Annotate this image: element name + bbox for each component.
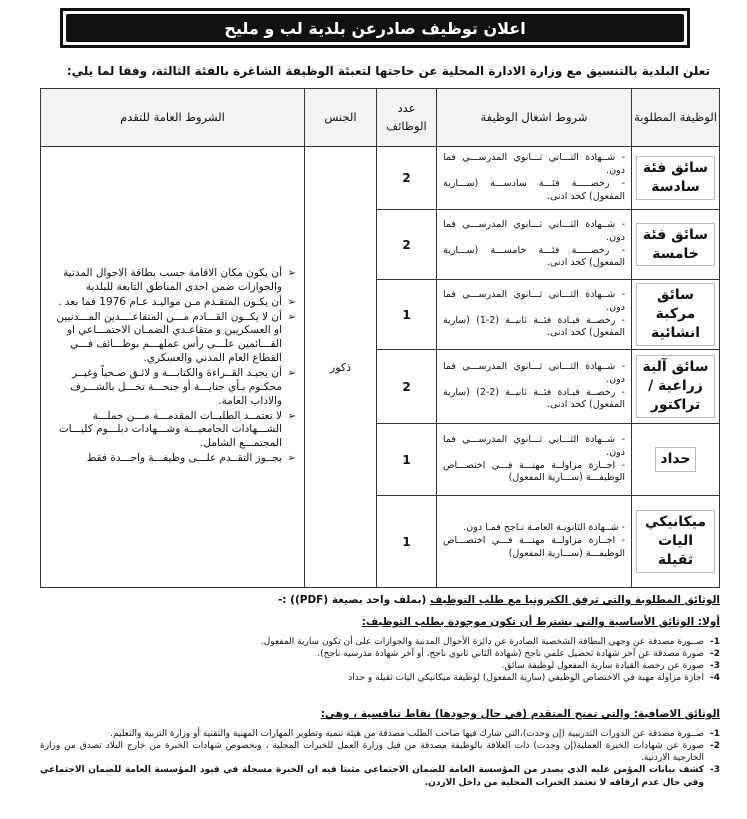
job-title-cell — [632, 210, 720, 280]
list-item: 1- صــورة مصدقة عن الدورات التدريبية (إن وجدت)،التي شارك فيها صاحب الطلب مصدقة من هيئة تنمية وتطوير المهارات المهنية والتقنية أو وزارة التربية والتعليم. — [110, 729, 720, 739]
general-condition-item: ➢ أن يجيـد القــراءة والكتابـــة و لائـق صـحياً وغيــر محكـوم بـأي جنايـــة أو جنحـــة تخـــل بالشـــرف والاداب العامة. — [69, 367, 296, 407]
general-condition-item: ➢ أن يكون مكان الاقامة حسب بطاقة الاحوال المدنية والجوازات ضمن احدى المناطق التابعة للبلدية — [63, 266, 296, 293]
header-conditions: شروط اشغال الوظيفة — [437, 89, 632, 147]
condition-line: - رخصــة قيـادة فئــة ثانيــة (2-1) (سارية المفعول) كحد ادنى. — [443, 314, 625, 339]
job-conditions — [437, 210, 632, 280]
job-conditions — [437, 496, 632, 588]
general-conditions — [41, 147, 305, 588]
condition-line: - شــهادة الثـــاني ثـــانوي المدرســـي فما دون. — [443, 360, 625, 385]
job-count: 2 — [377, 147, 437, 210]
arrow-bullet-icon: ➢ — [287, 296, 296, 308]
job-title-cell — [632, 280, 720, 350]
list-item: 2- صورة مصدقة عن آخر شهادة تحصيل علمي ناجح (شهادة الثاني ثانوي ناجح، أو آخر شهادة مدرسية ناجح). — [317, 649, 720, 660]
jobs-table — [40, 88, 720, 588]
docs-heading-format: (بملف واحد بصيغة (PDF)) :- — [277, 594, 427, 606]
condition-line: - رخصــة قيـادة فئــة ثانيــة (2-2) (سارية المفعول) كحد ادنى. — [443, 386, 625, 411]
header-count: عدد الوظائف — [377, 89, 437, 147]
arrow-bullet-icon: ➢ — [287, 311, 296, 323]
table-row — [41, 147, 720, 210]
job-title-cell — [632, 350, 720, 424]
general-condition-item: ➢ أن يكـون المتقـدم مـن مواليـد عـام 1976 فما بعد . — [58, 295, 296, 308]
job-title: سائق فئة خامسة — [636, 223, 715, 267]
list-item: 3- صورة عن رخصة القيادة سارية المفعول لوظيفة سائق. — [501, 661, 720, 672]
announcement-title: اعلان توظيف صادرعن بلدية لب و مليح — [66, 14, 684, 42]
job-title-cell — [632, 424, 720, 496]
job-count: 1 — [377, 496, 437, 588]
condition-line: - اجــازة مزاولــة مهنـــة فـــي اختصـــاص الوظيفـــة (ســـارية المفعول) — [443, 535, 625, 559]
job-title: سائق فئة سادسة — [636, 156, 715, 200]
job-title: حداد — [655, 447, 695, 472]
list-item: 3- كشف بيانات المؤمن عليه الذي يصدر من المؤسسة العامة للضمان الاجتماعي مثبتا فيه ان الخبرة مسجلة في قيود المؤسسة العامة للضمان الاجتماعي وفي حال عدم ارفاقه لا تعتمد الخبرات المحلية من داخل الاردن. — [40, 765, 720, 788]
job-title-cell — [632, 496, 720, 588]
section1-heading: أولا: الوثائق الأساسية والتي يشترط أن تكون موجودة بطلب التوظيف: — [361, 616, 720, 628]
condition-line: - شــهادة الثـــاني ثـــانوي المدرســـي فما دون. — [443, 152, 625, 177]
job-conditions — [437, 147, 632, 210]
job-count: 2 — [377, 350, 437, 424]
gender-cell: ذكور — [305, 147, 377, 588]
arrow-bullet-icon: ➢ — [287, 267, 296, 279]
job-conditions — [437, 350, 632, 424]
condition-line: - شــهادة الثـــاني ثـــانوي المدرســـي فما دون. — [443, 288, 625, 313]
list-item: 2- صورة عن شهادات الخبرة العملية(إن وجدت) ذات العلاقة بالوظيفة مصدقة من قبل وزارة العمل للخبرات المحلية ، وبخصوص شهادات الخبرة من خارج البلاد تصدق من وزارة الخارجية الاردنية. — [40, 741, 720, 764]
general-condition-item: ➢ يجــوز التقــدم علـــى وظيفـــة واحـــدة فقط — [86, 452, 296, 465]
job-conditions — [437, 280, 632, 350]
header-job: الوظيفة المطلوبة — [632, 89, 720, 147]
job-title: سائق آلية زراعية / تراكتور — [636, 355, 715, 418]
list-item: 4- اجازة مزاولة مهنة في الاختصاص الوظيفي (سارية المفعول) لوظيفة ميكانيكي اليات ثقيلة و حداد — [348, 673, 720, 684]
condition-line: - رخصـــــة فئـــة خامســـة (ســـارية المفعول) كحد ادنى. — [443, 244, 625, 269]
arrow-bullet-icon: ➢ — [287, 368, 296, 379]
arrow-bullet-icon: ➢ — [287, 410, 296, 422]
condition-line: - رخصـــــة فئـــة سادســـة (ســـارية المفعول) كحد ادنى. — [443, 178, 625, 202]
condition-line: - شــهادة الثـــاني ثـــانوي المدرســـي فما دون. — [443, 218, 625, 243]
docs-heading-main: الوثائق المطلوبة والتي ترفق الكترونيا مع طلب التوظيف — [429, 594, 720, 606]
intro-text: تعلن البلدية بالتنسيق مع وزارة الادارة المحلية عن حاجتها لتعبئة الوظيفة الشاغرة بالفئة الثالثة، وفقا لما يلي: — [66, 64, 710, 78]
job-count: 2 — [377, 210, 437, 280]
list-item: 1- صــورة مصدقة عن وجهي البطاقة الشخصية الصادرة عن دائرة الأحوال المدنية والجوازات على أن تكون سارية المفعول. — [260, 637, 720, 647]
section2-list — [40, 728, 720, 789]
arrow-bullet-icon: ➢ — [287, 453, 296, 465]
title-frame — [60, 8, 690, 48]
general-condition-item: ➢ لا تعتمــد الطلبــات المقدمـــة مـــن حملـــة الشـــهادات الجامعيـــة وشـــهادات دبلـــوم كليـــات المجتمـــع الشامل. — [58, 409, 296, 450]
job-count: 1 — [377, 424, 437, 496]
job-title-cell — [632, 147, 720, 210]
condition-line: - اجــازة مزاولــة مهنـــة فـــي اختصـــاص الوظيفـــة (ســـارية المفعول) — [443, 459, 625, 484]
job-count: 1 — [377, 280, 437, 350]
condition-line: - شــهادة الثانويـة العامـة نـاجح فمـا دون. — [463, 522, 625, 534]
header-gender: الجنس — [305, 89, 377, 147]
job-title: سائق مركبة انشائية — [636, 283, 715, 346]
general-condition-item: ➢ أن لا يكــون القـــادم مـــن المتقاعــــدين المـــدنيين او العسكريين و متقاعـدي الضمـان الاجتمـــاعي او القـــائمين علـــى رأس عملهـــم بوظـــائف فـــي القطاع العام المدني والعسكري. — [56, 310, 296, 365]
job-conditions — [437, 424, 632, 496]
job-title: ميكانيكي اليات ثقيلة — [636, 510, 715, 573]
table-header-row — [41, 89, 720, 147]
section2-heading: الوثائق الاضافية: والتي تمنح المتقدم (في حال وجودها) نقاط تنافسية ، وهي: — [320, 708, 720, 720]
required-documents-heading — [40, 594, 720, 606]
condition-line: - شــهادة الثـــاني ثـــانوي المدرســـي فما دون. — [443, 433, 625, 458]
section1-list — [40, 636, 720, 685]
header-general: الشروط العامة للتقدم — [41, 89, 305, 147]
